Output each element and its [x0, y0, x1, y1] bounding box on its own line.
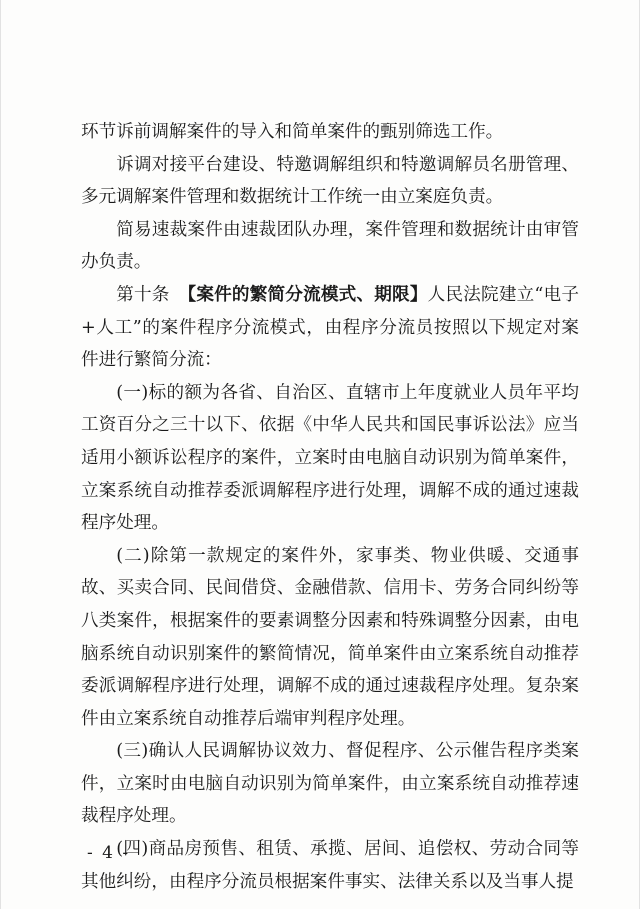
paragraph-text: 简易速裁案件由速裁团队办理，案件管理和数据统计由审管办负责。	[81, 219, 579, 273]
paragraph-text: 诉调对接平台建设、特邀调解组织和特邀调解员名册管理、多元调解案件管理和数据统计工作统一由立案庭负责。	[81, 154, 579, 208]
paragraph-text: 人民法院建立“电子+人工”的案件程序分流模式，由程序分流员按照以下规定对案件进行繁简分流：	[81, 284, 579, 371]
paragraph-continued	[81, 116, 579, 149]
paragraph-text: (二)除第一款规定的案件外，家事类、物业供暖、交通事故、买卖合同、民间借贷、金融借款、信用卡、劳务合同纠纷等八类案件，根据案件的要素调整分因素和特殊调整分因素，由电脑系统自动识别案件的繁简情况，简单案件由立案系统自动推荐委派调解程序进行处理，调解不成的通过速裁程序处理。复杂案件由立案系统自动推荐后端审判程序处理。	[81, 545, 579, 729]
paragraph-text: (四)商品房预售、租赁、承揽、居间、追偿权、劳动合同等其他纠纷，由程序分流员根据案件事实、法律关系以及当事人提	[81, 839, 579, 892]
document-body	[81, 116, 579, 898]
clause-2	[81, 540, 579, 736]
paragraph	[81, 214, 579, 279]
clause-1	[81, 377, 579, 540]
page-number: - 4 -	[87, 843, 131, 863]
article-number: 第十条	[116, 284, 170, 305]
article-heading: 【案件的繁简分流模式、期限】	[187, 283, 428, 305]
clause-3	[81, 735, 579, 833]
paragraph-text: (一)标的额为各省、自治区、直辖市上年度就业人员年平均工资百分之三十以下、依据《中华人民共和国民事诉讼法》应当适用小额诉讼程序的案件，立案时由电脑自动识别为简单案件，立案系统自动推荐委派调解程序进行处理，调解不成的通过速裁程序处理。	[81, 382, 579, 534]
paragraph-text: (三)确认人民调解协议效力、督促程序、公示催告程序类案件，立案时由电脑自动识别为简单案件，由立案系统自动推荐速裁程序处理。	[81, 741, 579, 827]
paragraph-text: 环节诉前调解案件的导入和简单案件的甄别筛选工作。	[81, 122, 504, 142]
paragraph	[81, 149, 579, 214]
article-10-paragraph	[81, 279, 579, 377]
